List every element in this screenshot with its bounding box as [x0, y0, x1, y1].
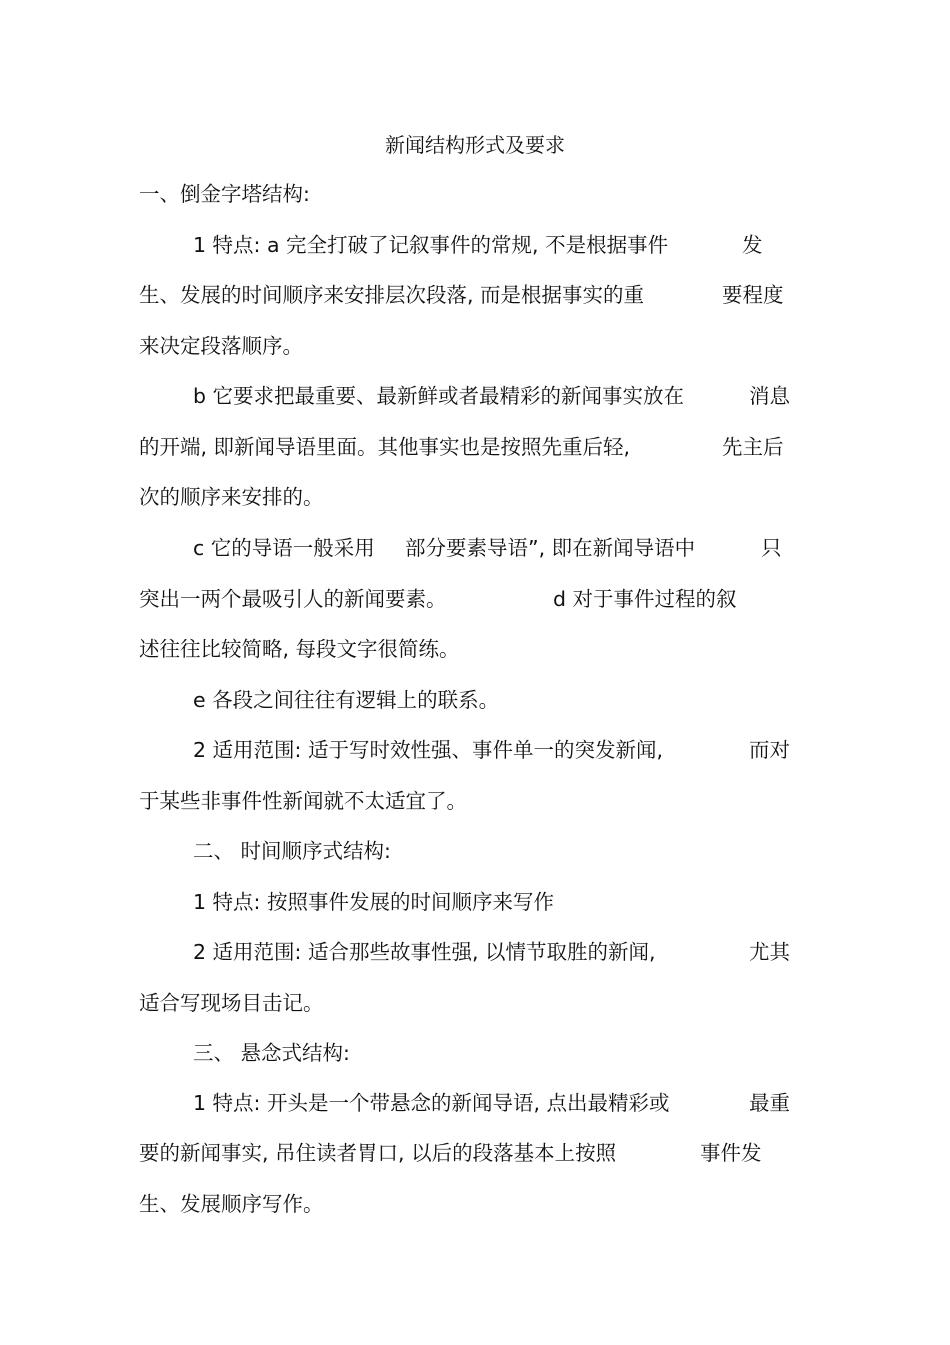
- text-line: 适合写现场目击记。: [139, 991, 324, 1015]
- text-line: 2 适用范围: 适合那些故事性强, 以情节取胜的新闻,: [193, 940, 656, 964]
- text-line: 消息: [749, 384, 790, 408]
- text-line: 事件发: [700, 1141, 762, 1165]
- text-line: 于某些非事件性新闻就不太适宜了。: [139, 789, 467, 813]
- text-line: 1 特点: 开头是一个带悬念的新闻导语, 点出最精彩或: [193, 1091, 670, 1115]
- heading-suspense: 三、 悬念式结构:: [193, 1041, 350, 1065]
- text-line: d 对于事件过程的叙: [553, 587, 737, 611]
- text-line: c 它的导语一般采用: [193, 536, 375, 560]
- text-line: 只: [761, 536, 782, 560]
- text-line: 述往往比较简略, 每段文字很简练。: [139, 637, 460, 661]
- text-line: 发: [742, 233, 763, 257]
- text-line: 次的顺序来安排的。: [139, 485, 324, 509]
- text-line: 生、发展顺序写作。: [139, 1192, 324, 1216]
- text-line: 1 特点: 按照事件发展的时间顺序来写作: [193, 890, 554, 914]
- heading-chronological: 二、 时间顺序式结构:: [193, 839, 391, 863]
- text-line: 部分要素导语”, 即在新闻导语中: [405, 536, 696, 560]
- text-line: 尤其: [749, 940, 790, 964]
- text-line: e 各段之间往往有逻辑上的联系。: [193, 688, 500, 712]
- heading-inverted-pyramid: 一、倒金字塔结构:: [139, 182, 310, 206]
- text-line: 1 特点: a 完全打破了记叙事件的常规, 不是根据事件: [193, 233, 669, 257]
- text-line: 来决定段落顺序。: [139, 334, 303, 358]
- document-title: 新闻结构形式及要求: [385, 133, 565, 157]
- text-line: 的开端, 即新闻导语里面。其他事实也是按照先重后轻,: [139, 435, 631, 459]
- text-line: 最重: [749, 1091, 790, 1115]
- text-line: 要程度: [722, 283, 784, 307]
- text-line: 而对: [749, 738, 790, 762]
- text-line: 要的新闻事实, 吊住读者胃口, 以后的段落基本上按照: [139, 1141, 617, 1165]
- text-line: b 它要求把最重要、最新鲜或者最精彩的新闻事实放在: [193, 384, 685, 408]
- text-line: 先主后: [722, 435, 784, 459]
- text-line: 生、发展的时间顺序来安排层次段落, 而是根据事实的重: [139, 283, 645, 307]
- text-line: 2 适用范围: 适于写时效性强、事件单一的突发新闻,: [193, 738, 663, 762]
- text-line: 突出一两个最吸引人的新闻要素。: [139, 587, 447, 611]
